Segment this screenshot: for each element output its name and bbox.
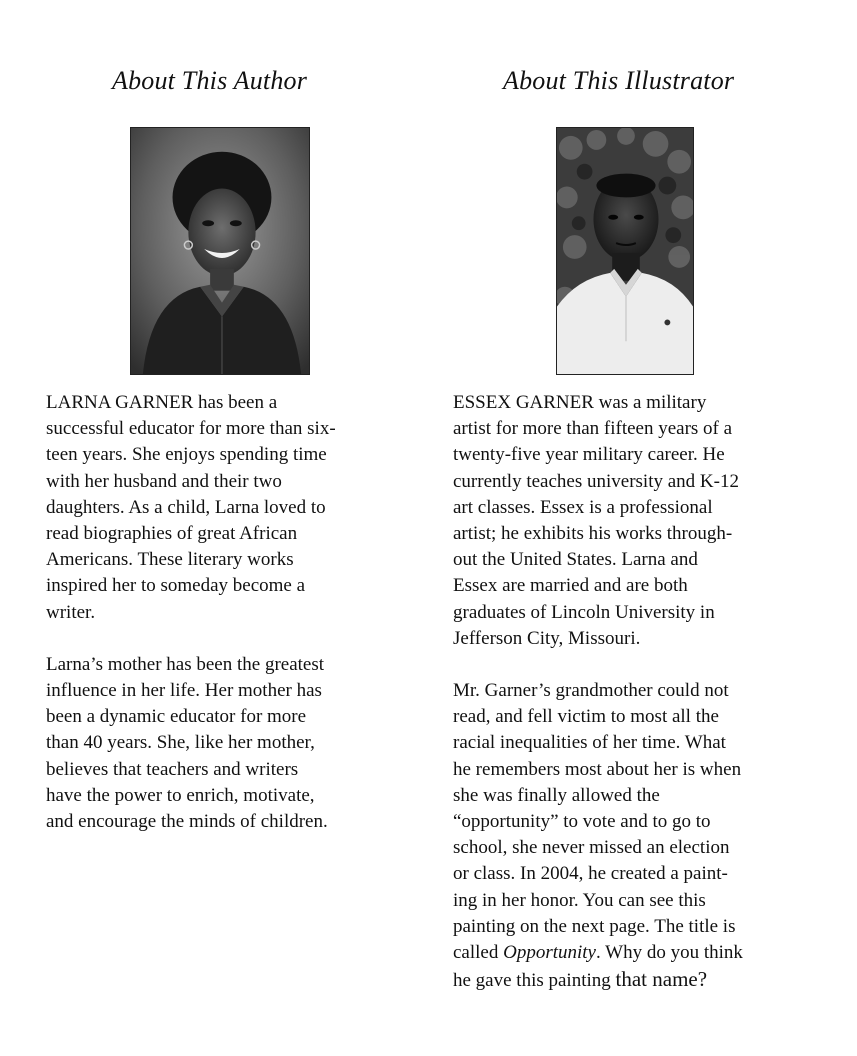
text-line: Essex are married and are both: [453, 575, 688, 597]
text-line: graduates of Lincoln University in: [453, 601, 715, 623]
text-line: artist for more than fifteen years of a: [453, 418, 733, 440]
illustrator-bio-paragraph-2: [453, 678, 743, 994]
text-line: daughters. As a child, Larna loved to: [46, 496, 326, 518]
text-line: influence in her life. Her mother has: [46, 680, 322, 702]
text-line: than 40 years. She, like her mother,: [46, 732, 315, 754]
text-line: [453, 940, 743, 966]
text-line: with her husband and their two: [46, 470, 282, 492]
text-line: twenty-five year military career. He: [453, 444, 725, 466]
text-line: Americans. These literary works: [46, 549, 294, 571]
text-line: and encourage the minds of children.: [46, 811, 328, 833]
text-line: artist; he exhibits his works through-: [453, 523, 733, 545]
text-line: been a dynamic educator for more: [46, 706, 307, 728]
text-line: art classes. Essex is a professional: [453, 496, 713, 518]
painting-title: Opportunity: [503, 942, 596, 964]
text-fragment: called: [453, 942, 504, 964]
text-line: “opportunity” to vote and to go to: [453, 811, 711, 833]
illustrator-photo: [556, 127, 694, 375]
illustrator-bio-paragraph-1: [453, 390, 743, 652]
text-fragment: that name?: [615, 967, 708, 992]
author-bio-paragraph-1: [46, 390, 336, 626]
text-line: Mr. Garner’s grandmother could not: [453, 680, 729, 702]
text-line: out the United States. Larna and: [453, 549, 698, 571]
text-line: believes that teachers and writers: [46, 758, 299, 780]
text-fragment: he gave this painting: [453, 970, 616, 992]
author-bio: [46, 390, 336, 861]
author-bio-paragraph-2: [46, 652, 336, 835]
text-line: Larna’s mother has been the greatest: [46, 653, 325, 675]
text-line: or class. In 2004, he created a paint-: [453, 863, 728, 885]
illustrator-heading: About This Illustrator: [503, 66, 735, 95]
text-fragment: . Why do you think: [596, 942, 743, 964]
text-line: school, she never missed an election: [453, 837, 730, 859]
text-line: ESSEX GARNER was a military: [453, 392, 707, 413]
text-line: she was finally allowed the: [453, 784, 660, 806]
text-line: Jefferson City, Missouri.: [453, 627, 641, 649]
text-line: inspired her to someday become a: [46, 575, 306, 597]
text-line: he remembers most about her is when: [453, 758, 742, 780]
text-line: have the power to enrich, motivate,: [46, 784, 315, 806]
text-line: successful educator for more than six-: [46, 418, 336, 440]
author-photo: [130, 127, 310, 375]
text-line: read, and fell victim to most all the: [453, 706, 719, 728]
text-line: writer.: [46, 601, 96, 623]
illustrator-bio: [453, 390, 743, 1020]
text-line: racial inequalities of her time. What: [453, 732, 726, 754]
text-line: LARNA GARNER has been a: [46, 392, 278, 413]
text-line: currently teaches university and K-12: [453, 470, 739, 492]
author-heading: About This Author: [112, 66, 308, 95]
text-line: teen years. She enjoys spending time: [46, 444, 327, 466]
text-line: read biographies of great African: [46, 523, 298, 545]
text-line: ing in her honor. You can see this: [453, 889, 706, 911]
text-line: painting on the next page. The title is: [453, 915, 736, 937]
text-line: [453, 966, 743, 994]
